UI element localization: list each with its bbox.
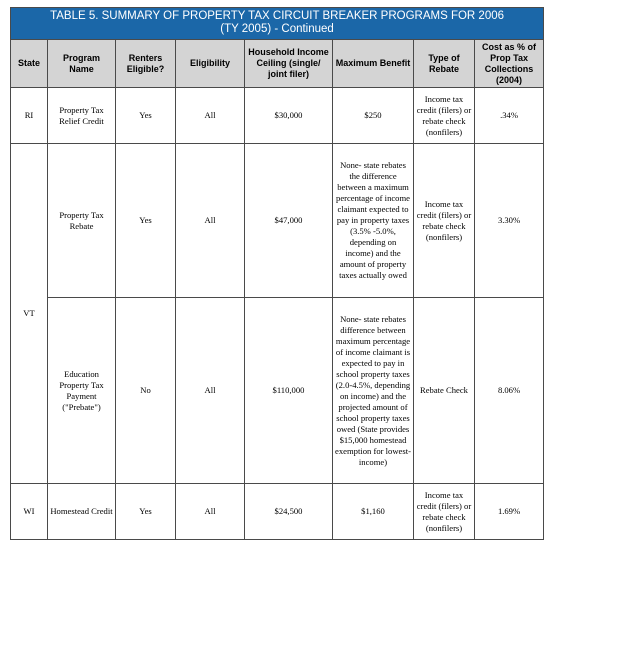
header-maximum-benefit: Maximum Benefit [333, 40, 414, 88]
header-renters-eligible: Renters Eligible? [116, 40, 176, 88]
cell-cost: 3.30% [475, 144, 544, 298]
table-row [11, 144, 544, 298]
cell-state: VT [11, 144, 48, 484]
cell-renters: Yes [116, 144, 176, 298]
cell-income-ceiling: $30,000 [245, 88, 333, 144]
cell-rebate-type: Income tax credit (filers) or rebate check (nonfilers) [414, 484, 475, 540]
header-cost-pct: Cost as % of Prop Tax Collections (2004) [475, 40, 544, 88]
cell-program: Property Tax Rebate [48, 144, 116, 298]
cell-eligibility: All [176, 144, 245, 298]
cell-rebate-type: Income tax credit (filers) or rebate check (nonfilers) [414, 144, 475, 298]
cell-state: RI [11, 88, 48, 144]
circuit-breaker-table [10, 7, 544, 540]
cell-program: Homestead Credit [48, 484, 116, 540]
table-row [11, 88, 544, 144]
cell-eligibility: All [176, 484, 245, 540]
table-title-line1: TABLE 5. SUMMARY OF PROPERTY TAX CIRCUIT BREAKER PROGRAMS FOR 2006 [50, 10, 505, 22]
cell-state: WI [11, 484, 48, 540]
cell-renters: Yes [116, 484, 176, 540]
cell-eligibility: All [176, 298, 245, 484]
cell-cost: .34% [475, 88, 544, 144]
header-program-name: Program Name [48, 40, 116, 88]
cell-max-benefit: None- state rebates difference between maximum percentage of income claimant is expected to pay in school property taxes (2.0-4.5%, depending on income) and the projected amount of school property taxes owed (State provides $15,000 homestead exemption for lowest-income) [333, 298, 414, 484]
table-row [11, 484, 544, 540]
cell-cost: 8.06% [475, 298, 544, 484]
cell-income-ceiling: $47,000 [245, 144, 333, 298]
cell-renters: No [116, 298, 176, 484]
cell-program: Property Tax Relief Credit [48, 88, 116, 144]
header-state: State [11, 40, 48, 88]
table-title-row [11, 8, 544, 40]
header-type-of-rebate: Type of Rebate [414, 40, 475, 88]
table-title-line2: (TY 2005) - Continued [220, 23, 334, 35]
cell-program: Education Property Tax Payment ("Prebate") [48, 298, 116, 484]
cell-rebate-type: Rebate Check [414, 298, 475, 484]
cell-renters: Yes [116, 88, 176, 144]
header-row [11, 40, 544, 88]
tax-table-container [10, 7, 543, 540]
header-eligibility: Eligibility [176, 40, 245, 88]
table-title [11, 8, 544, 40]
cell-cost: 1.69% [475, 484, 544, 540]
cell-eligibility: All [176, 88, 245, 144]
table-row [11, 298, 544, 484]
cell-max-benefit: $1,160 [333, 484, 414, 540]
cell-max-benefit: $250 [333, 88, 414, 144]
cell-income-ceiling: $24,500 [245, 484, 333, 540]
cell-income-ceiling: $110,000 [245, 298, 333, 484]
cell-rebate-type: Income tax credit (filers) or rebate check (nonfilers) [414, 88, 475, 144]
header-income-ceiling: Household Income Ceiling (single/ joint filer) [245, 40, 333, 88]
cell-max-benefit: None- state rebates the difference between a maximum percentage of income claimant expected to pay in property taxes (3.5% -5.0%, depending on income) and the amount of property taxes actually owed [333, 144, 414, 298]
